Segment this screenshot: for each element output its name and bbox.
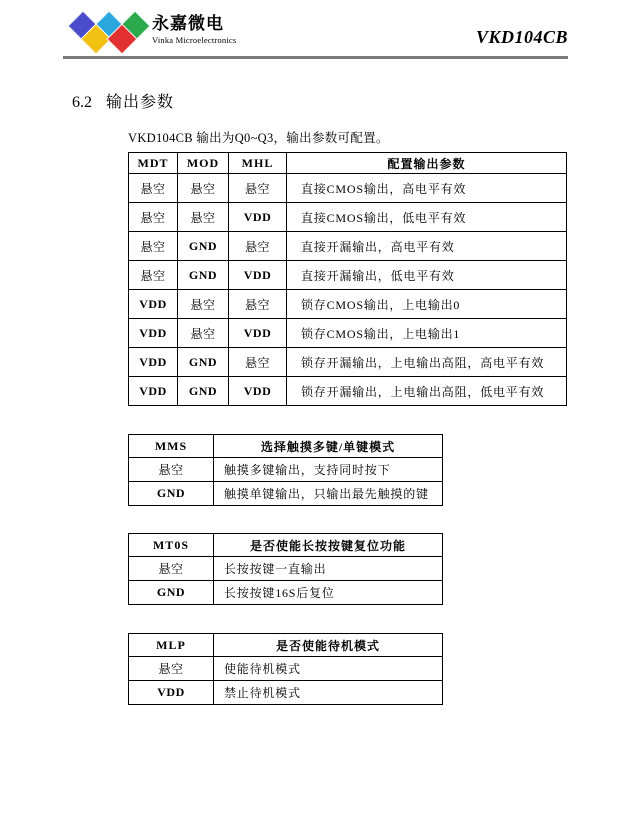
section-heading bbox=[72, 89, 174, 112]
table-cell: 直接CMOS输出，低电平有效 bbox=[287, 203, 567, 232]
table-cell: GND bbox=[178, 261, 229, 290]
table-row bbox=[129, 319, 567, 348]
table-cell: 悬空 bbox=[129, 203, 178, 232]
table-row bbox=[129, 581, 443, 605]
table-header-row bbox=[129, 435, 443, 458]
intro-paragraph: VKD104CB 输出为Q0~Q3，输出参数可配置。 bbox=[128, 131, 389, 145]
table-cell: 悬空 bbox=[129, 232, 178, 261]
table-cell: 悬空 bbox=[178, 290, 229, 319]
table-header-row bbox=[129, 534, 443, 557]
table-row bbox=[129, 681, 443, 705]
table-cell: 悬空 bbox=[129, 557, 214, 581]
table-header-row bbox=[129, 153, 567, 174]
mt0s-option-table bbox=[128, 533, 443, 605]
table-cell: 悬空 bbox=[178, 174, 229, 203]
table-cell: VDD bbox=[129, 681, 214, 705]
brand-text bbox=[152, 15, 236, 45]
section-title-text: 输出参数 bbox=[106, 94, 175, 111]
table-row bbox=[129, 458, 443, 482]
brand-name-cn: 永嘉微电 bbox=[152, 14, 224, 33]
mlp-option-table bbox=[128, 633, 443, 705]
pin-name-header: MMS bbox=[129, 435, 214, 458]
table-row bbox=[129, 377, 567, 406]
table-cell: 悬空 bbox=[229, 348, 287, 377]
table-row bbox=[129, 348, 567, 377]
table-cell: 悬空 bbox=[129, 657, 214, 681]
table-row bbox=[129, 203, 567, 232]
table-row bbox=[129, 290, 567, 319]
table-cell: GND bbox=[178, 377, 229, 406]
table-cell: 触摸多键输出，支持同时按下 bbox=[214, 458, 443, 482]
table-cell: 悬空 bbox=[129, 458, 214, 482]
table-cell: 长按按键16S后复位 bbox=[214, 581, 443, 605]
table-cell: VDD bbox=[129, 348, 178, 377]
table-cell: 禁止待机模式 bbox=[214, 681, 443, 705]
table-cell: 锁存CMOS输出，上电输出1 bbox=[287, 319, 567, 348]
table-row bbox=[129, 174, 567, 203]
mms-option-table bbox=[128, 434, 443, 506]
table-row bbox=[129, 232, 567, 261]
column-header: MOD bbox=[178, 153, 229, 174]
table-cell: 锁存开漏输出，上电输出高阻，高电平有效 bbox=[287, 348, 567, 377]
table-cell: VDD bbox=[129, 290, 178, 319]
table-row bbox=[129, 657, 443, 681]
table-cell: VDD bbox=[129, 377, 178, 406]
output-config-table bbox=[128, 152, 567, 406]
table-cell: 触摸单键输出，只输出最先触摸的键 bbox=[214, 482, 443, 506]
pin-function-header: 是否使能长按按键复位功能 bbox=[214, 534, 443, 557]
table-cell: VDD bbox=[229, 203, 287, 232]
brand-logo bbox=[68, 12, 150, 60]
table-cell: GND bbox=[129, 482, 214, 506]
column-header: MDT bbox=[129, 153, 178, 174]
table-row bbox=[129, 557, 443, 581]
table-cell: VDD bbox=[229, 319, 287, 348]
document-title: VKD104CB bbox=[475, 27, 568, 47]
section-number: 6.2 bbox=[72, 94, 92, 111]
pin-name-header: MT0S bbox=[129, 534, 214, 557]
table-cell: 悬空 bbox=[229, 290, 287, 319]
table-cell: 直接CMOS输出，高电平有效 bbox=[287, 174, 567, 203]
table-cell: 悬空 bbox=[178, 203, 229, 232]
table-cell: 锁存开漏输出，上电输出高阻，低电平有效 bbox=[287, 377, 567, 406]
table-cell: 悬空 bbox=[229, 232, 287, 261]
table-cell: 悬空 bbox=[229, 174, 287, 203]
pin-function-header: 是否使能待机模式 bbox=[214, 634, 443, 657]
table-cell: 锁存CMOS输出，上电输出0 bbox=[287, 290, 567, 319]
table-cell: VDD bbox=[229, 261, 287, 290]
table-cell: VDD bbox=[129, 319, 178, 348]
table-cell: GND bbox=[178, 232, 229, 261]
table-cell: 悬空 bbox=[178, 319, 229, 348]
table-cell: 悬空 bbox=[129, 174, 178, 203]
column-header: MHL bbox=[229, 153, 287, 174]
column-header: 配置输出参数 bbox=[287, 153, 567, 174]
table-cell: 直接开漏输出，低电平有效 bbox=[287, 261, 567, 290]
table-cell: GND bbox=[178, 348, 229, 377]
table-cell: 使能待机模式 bbox=[214, 657, 443, 681]
table-row bbox=[129, 261, 567, 290]
pin-name-header: MLP bbox=[129, 634, 214, 657]
table-cell: 悬空 bbox=[129, 261, 178, 290]
header-divider bbox=[63, 56, 568, 59]
brand-name-en: Vinka Microelectronics bbox=[152, 35, 237, 45]
table-cell: 直接开漏输出，高电平有效 bbox=[287, 232, 567, 261]
pin-function-header: 选择触摸多键/单键模式 bbox=[214, 435, 443, 458]
table-cell: GND bbox=[129, 581, 214, 605]
table-header-row bbox=[129, 634, 443, 657]
table-row bbox=[129, 482, 443, 506]
table-cell: VDD bbox=[229, 377, 287, 406]
table-cell: 长按按键一直输出 bbox=[214, 557, 443, 581]
